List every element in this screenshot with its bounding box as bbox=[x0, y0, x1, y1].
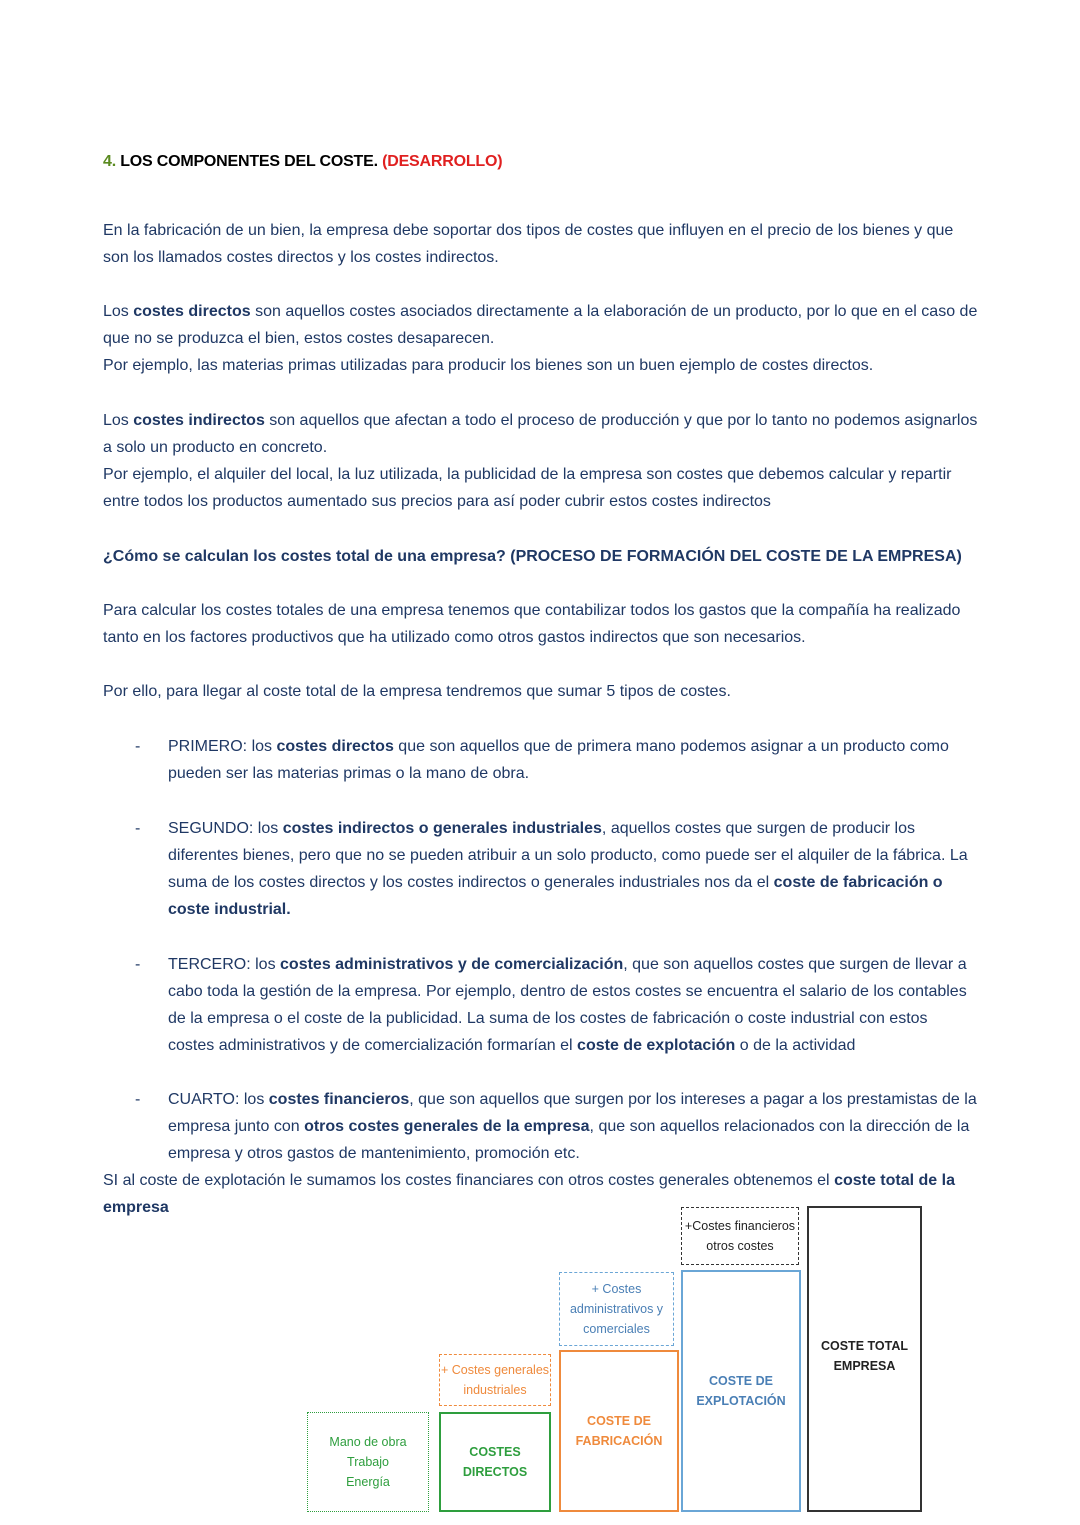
section-number: 4. bbox=[103, 153, 116, 170]
general-industrial-box: + Costes generales industriales bbox=[439, 1354, 551, 1406]
final-paragraph: SI al coste de explotación le sumamos los costes financiares con otros costes generales obtenemos el coste total de la empresa bbox=[103, 1172, 955, 1216]
calc-paragraph: Para calcular los costes totales de una empresa tenemos que contabilizar todos los gastos que la compañía ha realizado tanto en los factores productivos que ha utilizado como otros gastos indirectos que son necesarios. bbox=[103, 602, 961, 646]
document-page: 4. LOS COMPONENTES DEL COSTE. (DESARROLLO) En la fabricación de un bien, la empresa debe soportar dos tipos de costes que influyen en el precio de los bienes y que son los llamados costes directos y los costes indirectos. Los costes directos son aquellos costes asociados directamente a la elaboración de un producto, por lo que en el caso de que no se produzca el bien, estos costes desaparecen. Por ejemplo, las materias primas utilizadas para producir los bienes son un buen ejemplo de costes directos. Los costes indirectos son aquellos que afectan a todo el proceso de producción y que por lo tanto no podemos asignarlos a solo un producto en concreto. Por ejemplo, el alquiler del local, la luz utilizada, la publicidad de la empresa son costes que debemos calcular y repartir entre todos los productos aumentado sus precios para así poder cubrir estos costes indirectos ¿Cómo se calculan los costes total de una empresa? (PROCESO DE FORMACIÓN DEL COSTE DE LA EMPRESA) Para calcular los costes totales de una empresa tenemos que contabilizar todos los gastos que la compañía ha realizado tanto en los factores productivos que ha utilizado como otros gastos indirectos que son necesarios. Por ello, para llegar al coste total de la empresa tendremos que sumar 5 tipos de costes. - PRIMERO: los costes directos que son aquellos que de primera mano podemos asignar a un producto como pueden ser las materias primas o la mano de obra. - SEGUNDO: los costes indirectos o generales industriales, aquellos costes que surgen de producir los diferentes bienes, pero que no se pueden atribuir a un solo producto, como puede ser el alquiler de la fábrica. La suma de los costes directos y los costes indirectos o generales industriales nos da el coste de fabricación o coste industrial. - TERCERO: los costes administrativos y de comercialización, que son aquellos costes que surgen de llevar a cabo toda la gestión de la empresa. Por ejemplo, dentro de estos costes se encuentra el salario de los contables de la empresa o el coste de la publicidad. La suma de los costes de fabricación o coste industrial con estos costes administrativos y de comercialización formarían el coste de explotación o de la actividad - CUARTO: los costes financieros, que son aquellos que surgen por los intereses a pagar a los prestamistas de la empresa junto con otros costes generales de la empresa, que son aquellos relacionados con la dirección de la empresa y otros gastos de mantenimiento, promoción etc. SI al coste de explotación le sumamos los costes financiares con otros costes generales obtenemos el coste total de la empresa Mano de obra Trabajo Energía COSTES DIRECTOS + Costes generales industriales COSTE DE FABRICACIÓN + Costes administrativos y comerciales COSTE DE EXPLOTACIÓN +Costes financieros otros costes COSTE TOTAL EMPRESA bbox=[0, 0, 1080, 1525]
five-types-paragraph: Por ello, para llegar al coste total de la empresa tendremos que sumar 5 tipos de costes. bbox=[103, 683, 731, 700]
direct-costs-term: costes directos bbox=[133, 303, 251, 320]
admin-commercial-box: + Costes administrativos y comerciales bbox=[559, 1272, 674, 1346]
indirect-costs-paragraph: Los costes indirectos son aquellos que afectan a todo el proceso de producción y que por lo tanto no podemos asignarlos a solo un producto en concreto. Por ejemplo, el alquiler del local, la luz utilizada, la publicidad de la empresa son costes que debemos calcular y repartir entre todos los productos aumentado sus precios para así poder cubrir estos costes indirectos bbox=[103, 407, 983, 515]
total-cost-term: coste total de la empresa bbox=[103, 1172, 955, 1216]
exploitation-box: COSTE DE EXPLOTACIÓN bbox=[681, 1270, 801, 1512]
indirect-costs-example: Por ejemplo, el alquiler del local, la luz utilizada, la publicidad de la empresa son costes que debemos calcular y repartir entre todos los productos aumentado sus precios para así poder cubrir estos costes indirectos bbox=[103, 466, 952, 510]
direct-costs-box: COSTES DIRECTOS bbox=[439, 1412, 551, 1512]
direct-costs-paragraph: Los costes directos son aquellos costes asociados directamente a la elaboración de un producto, por lo que en el caso de que no se produzca el bien, estos costes desaparecen. Por ejemplo, las materias primas utilizadas para producir los bienes son un buen ejemplo de costes directos. bbox=[103, 298, 983, 379]
section-heading bbox=[103, 153, 983, 171]
intro-paragraph: En la fabricación de un bien, la empresa debe soportar dos tipos de costes que influyen en el precio de los bienes y que son los llamados costes directos y los costes indirectos. bbox=[103, 222, 954, 266]
fabrication-box: COSTE DE FABRICACIÓN bbox=[559, 1350, 679, 1512]
indirect-costs-term: costes indirectos bbox=[133, 412, 265, 429]
direct-costs-example: Por ejemplo, las materias primas utilizadas para producir los bienes son un buen ejemplo de costes directos. bbox=[103, 357, 874, 374]
section-title: LOS COMPONENTES DEL COSTE. bbox=[115, 153, 383, 170]
section-tag: (DESARROLLO) bbox=[382, 153, 503, 170]
total-cost-box: COSTE TOTAL EMPRESA bbox=[807, 1206, 922, 1512]
inputs-box: Mano de obra Trabajo Energía bbox=[307, 1412, 429, 1512]
question-heading: ¿Cómo se calculan los costes total de una empresa? (PROCESO DE FORMACIÓN DEL COSTE DE LA EMPRESA) bbox=[103, 548, 962, 565]
financial-other-box: +Costes financieros otros costes bbox=[681, 1207, 799, 1265]
